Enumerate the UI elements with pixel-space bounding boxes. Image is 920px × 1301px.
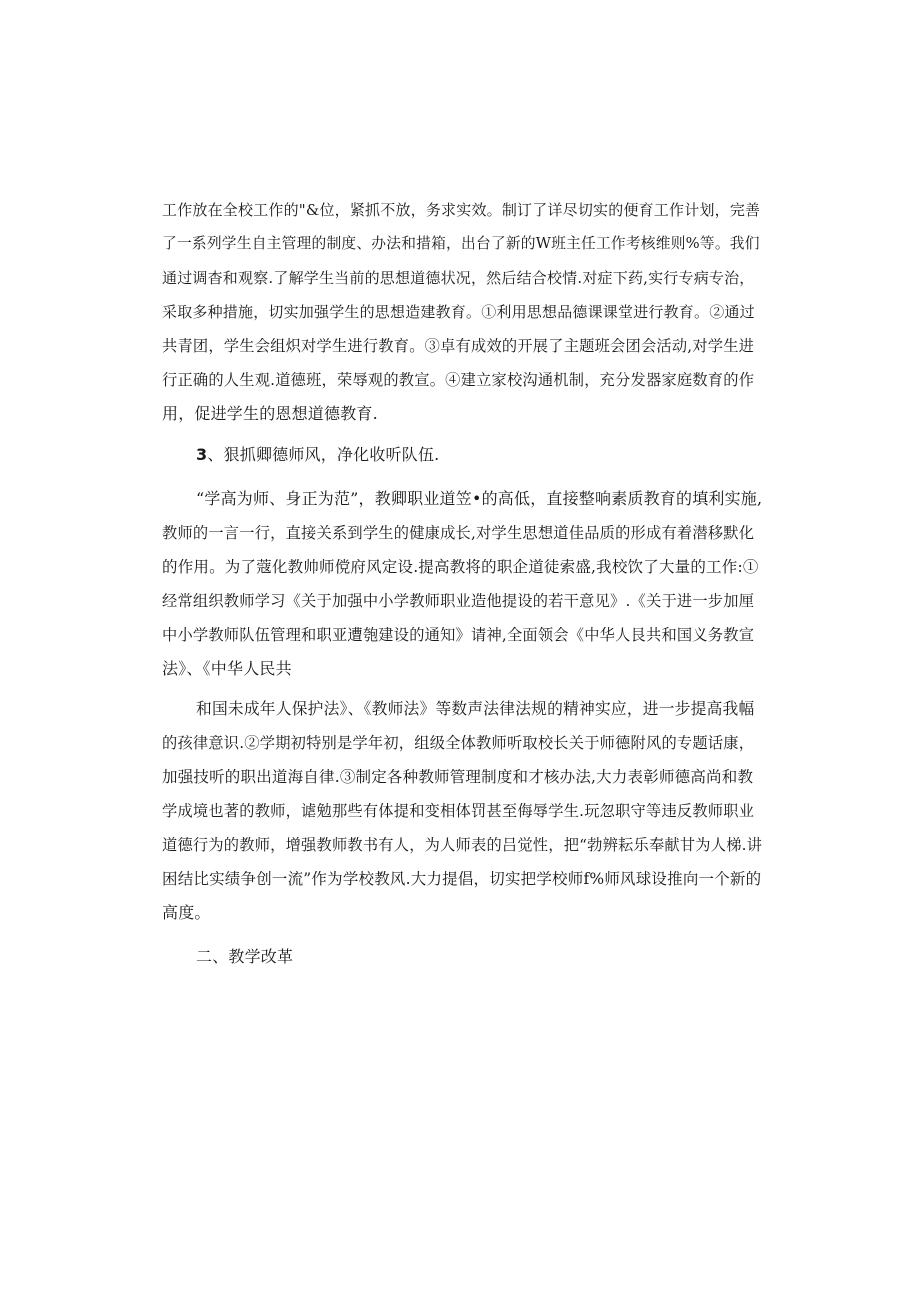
paragraph-2-line: “学高为师、身正为范”，教卿职业道笠•的高低，直接整响素质教育的填利实施, bbox=[196, 489, 763, 508]
paragraph-3-line: 困结比实绩争创一流”作为学校教风.大力提倡，切实把学校师f%师风球设推向一个新的 bbox=[162, 870, 762, 888]
paragraph-1-line: 通过调杳和观察.了解学生当前的思想道德状况，然后结合校情.对症下药,实行专病专治， bbox=[162, 269, 755, 287]
paragraph-1-line: 工作放在全校工作的"&位，紧抓不放，务求实效。制订了详尽切实的便育工作计划，完善 bbox=[162, 201, 761, 219]
paragraph-1-line: 采取多种措施，切实加强学生的思想造建教育。①利用思想品德课课堂进行教育。②通过 bbox=[162, 303, 755, 321]
paragraph-2-line: 的作用。为了蔻化教帅师傥府风定设.提高教将的职企道徒索盛,我校饮了大量的工作:① bbox=[162, 558, 759, 576]
paragraph-3-line: 高度。 bbox=[162, 903, 211, 922]
paragraph-3-line: 和国未成年人保护法》、《教师法》等数声法律法规的精神实应，进一步提高我幅 bbox=[196, 699, 755, 718]
paragraph-1-line: 共青团，学生会组炽对学生进行教育。③卓有成效的开展了主题班会团会活动,对学生进 bbox=[162, 337, 755, 355]
paragraph-3-line: 加强技听的职出道海自律.③制定各种教师管理制度和才核办法,大力表彰师德高尚和教 bbox=[162, 768, 754, 786]
section-3-heading bbox=[196, 445, 439, 465]
paragraph-3-line: 学成境也著的教师，谑勉那些有体提和变相体罚甚至侮辱学生.玩忽职守等违反教师职业 bbox=[162, 802, 755, 820]
section-3-number: 3 bbox=[196, 445, 208, 464]
section-2-heading: 二、教学改革 bbox=[196, 947, 294, 966]
paragraph-2-line: 法》、《中华人民共 bbox=[162, 659, 292, 678]
paragraph-1-line: 用，促进学生的恩想道德教育. bbox=[162, 404, 378, 423]
paragraph-3-line: 道德行为的教师，增强教师教书有人，为人师表的吕觉性，把“勃辨耘乐奉献甘为人梯.讲 bbox=[162, 836, 763, 854]
paragraph-1-line: 行正确的人生观.道德班，荣辱观的教宣。④建立家校沟通机制，充分发器家庭数育的作 bbox=[162, 371, 755, 389]
paragraph-2-line: 中小学教师队伍管理和职亚遭匏建设的通知》请神,全面领会《中华人艮共和国义务教宣 bbox=[162, 626, 755, 644]
section-3-title: 、狠抓卿德师风，净化收听队伍. bbox=[207, 445, 440, 464]
paragraph-1-line: 了一系列学生自主管理的制度、办法和措箱，出台了新的W班主任工作考核维则%等。我们 bbox=[162, 235, 760, 252]
paragraph-2-line: 教师的一言一行，直接关系到学生的健康成长,对学生思想道佳品质的形成有着潜移默化 bbox=[162, 524, 755, 542]
paragraph-2-line: 经常组织教师学习《关于加强中小学教师职业造他提设的若干意见》.《关于进一步加厘 bbox=[162, 592, 755, 610]
paragraph-3-line: 的孩律意识.②学期初特别是学年初，组级全体教师听取校长关于师德附风的专题话康， bbox=[162, 734, 755, 752]
